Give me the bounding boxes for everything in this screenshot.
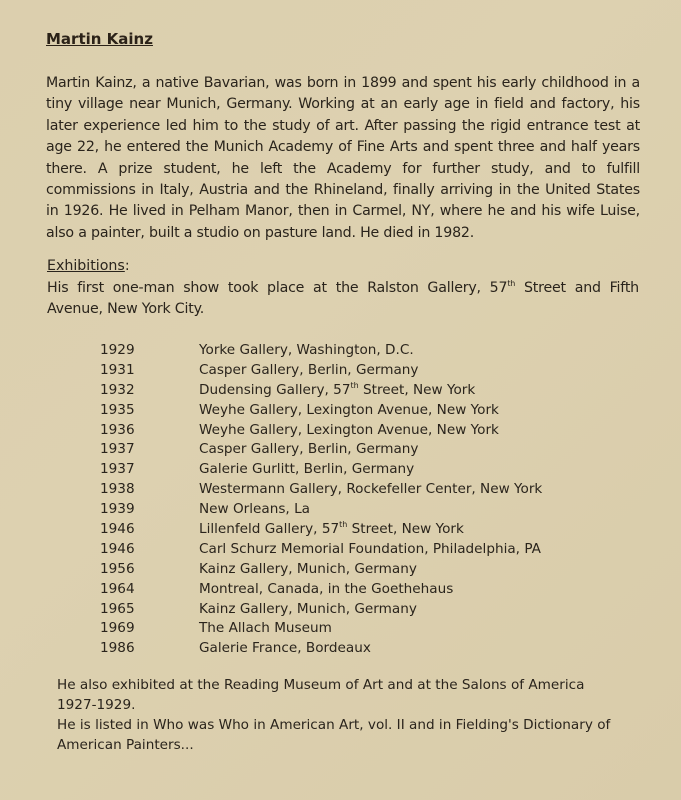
exhibition-year: 1986: [100, 640, 135, 657]
exhibitions-heading: [47, 258, 130, 274]
exhibition-year: 1946: [100, 521, 135, 538]
exhibition-row: [100, 401, 542, 421]
exhibition-year: 1956: [100, 560, 135, 577]
venue-text: Dudensing Gallery, 57: [199, 381, 351, 398]
exhibition-row: [100, 460, 542, 480]
exhibition-row: [100, 520, 542, 540]
intro-text-end: Street and Fifth Avenue, New York City.: [47, 280, 639, 318]
exhibition-year: 1935: [100, 401, 135, 418]
exhibition-year: 1946: [100, 540, 135, 557]
exhibition-row: [100, 600, 542, 620]
exhibition-venue: New Orleans, La: [199, 501, 310, 518]
exhibition-year: 1931: [100, 361, 135, 378]
exhibition-year: 1937: [100, 461, 135, 478]
exhibition-row: [100, 560, 542, 580]
footer-line: 1927-1929.: [57, 697, 136, 713]
exhibition-row: [100, 639, 542, 659]
venue-text-end: Street, New York: [358, 381, 476, 398]
exhibition-row: [100, 580, 542, 600]
exhibition-row: [100, 361, 542, 381]
exhibition-venue: Montreal, Canada, in the Goethehaus: [199, 580, 454, 597]
exhibition-venue: Yorke Gallery, Washington, D.C.: [199, 342, 414, 358]
intro-text: His first one-man show took place at the Ralston Gallery, 57: [47, 280, 508, 296]
exhibition-year: 1939: [100, 501, 135, 518]
exhibition-venue: [199, 520, 464, 540]
ordinal-suffix: th: [350, 380, 359, 390]
exhibition-year: 1965: [100, 600, 135, 617]
footer-line: American Painters...: [57, 737, 194, 753]
exhibition-year: 1938: [100, 481, 135, 498]
exhibition-venue: Carl Schurz Memorial Foundation, Philadelphia, PA: [199, 540, 541, 557]
exhibitions-heading-text: Exhibitions: [47, 258, 125, 274]
exhibition-venue: Weyhe Gallery, Lexington Avenue, New York: [199, 401, 499, 418]
exhibition-row: [100, 341, 542, 361]
exhibition-year: 1964: [100, 580, 135, 597]
exhibition-venue: Casper Gallery, Berlin, Germany: [199, 361, 419, 378]
exhibitions-intro: [47, 278, 639, 321]
exhibition-year: 1932: [100, 381, 135, 398]
exhibition-venue: Westermann Gallery, Rockefeller Center, New York: [199, 481, 543, 498]
exhibition-year: 1937: [100, 441, 135, 458]
venue-text-end: Street, New York: [347, 521, 464, 538]
exhibition-row: [100, 500, 542, 520]
exhibition-venue: Kainz Gallery, Munich, Germany: [199, 600, 417, 617]
exhibition-venue: Galerie Gurlitt, Berlin, Germany: [199, 461, 415, 478]
exhibition-row: [100, 440, 542, 460]
exhibition-venue: Casper Gallery, Berlin, Germany: [199, 441, 419, 458]
footer-line: He is listed in Who was Who in American Art, vol. II and in Fielding's Dictionary of: [57, 717, 611, 733]
exhibition-venue: Weyhe Gallery, Lexington Avenue, New York: [199, 421, 499, 438]
exhibition-row: [100, 619, 542, 639]
exhibition-row: [100, 381, 542, 401]
biography-paragraph: Martin Kainz, a native Bavarian, was born in 1899 and spent his early childhood in a tiny village near Munich, Germany. Working at an early age in field and factory, his later experience led him to the study of art. After passing the rigid entrance test at age 22, he entered the Munich Academy of Fine Arts and spent three and half years there. A prize student, he left the Academy for further study, and to fulfill commissions in Italy, Austria and the Rhineland, finally arriving in the United States in 1926. He lived in Pelham Manor, then in Carmel, NY, where he and his wife Luise, also a painter, built a studio on pasture land. He died in 1982.: [46, 75, 640, 241]
exhibition-venue: Kainz Gallery, Munich, Germany: [199, 560, 417, 577]
exhibition-venue: [199, 381, 475, 401]
exhibition-year: 1936: [100, 421, 135, 438]
heading-colon: :: [124, 258, 130, 274]
footer-line: He also exhibited at the Reading Museum of Art and at the Salons of America: [57, 677, 585, 693]
exhibition-venue: The Allach Museum: [199, 620, 332, 637]
venue-text: Lillenfeld Gallery, 57: [199, 521, 340, 538]
exhibition-list: [100, 341, 542, 659]
ordinal-suffix: th: [507, 279, 516, 288]
exhibition-venue: Galerie France, Bordeaux: [199, 640, 371, 657]
exhibition-row: [100, 480, 542, 500]
ordinal-suffix: th: [339, 520, 348, 530]
exhibition-row: [100, 421, 542, 441]
exhibition-row: [100, 540, 542, 560]
page-title: Martin Kainz: [46, 30, 153, 48]
footer-notes: [57, 675, 657, 755]
exhibition-year: 1969: [100, 620, 135, 637]
exhibition-year: 1929: [100, 342, 135, 358]
